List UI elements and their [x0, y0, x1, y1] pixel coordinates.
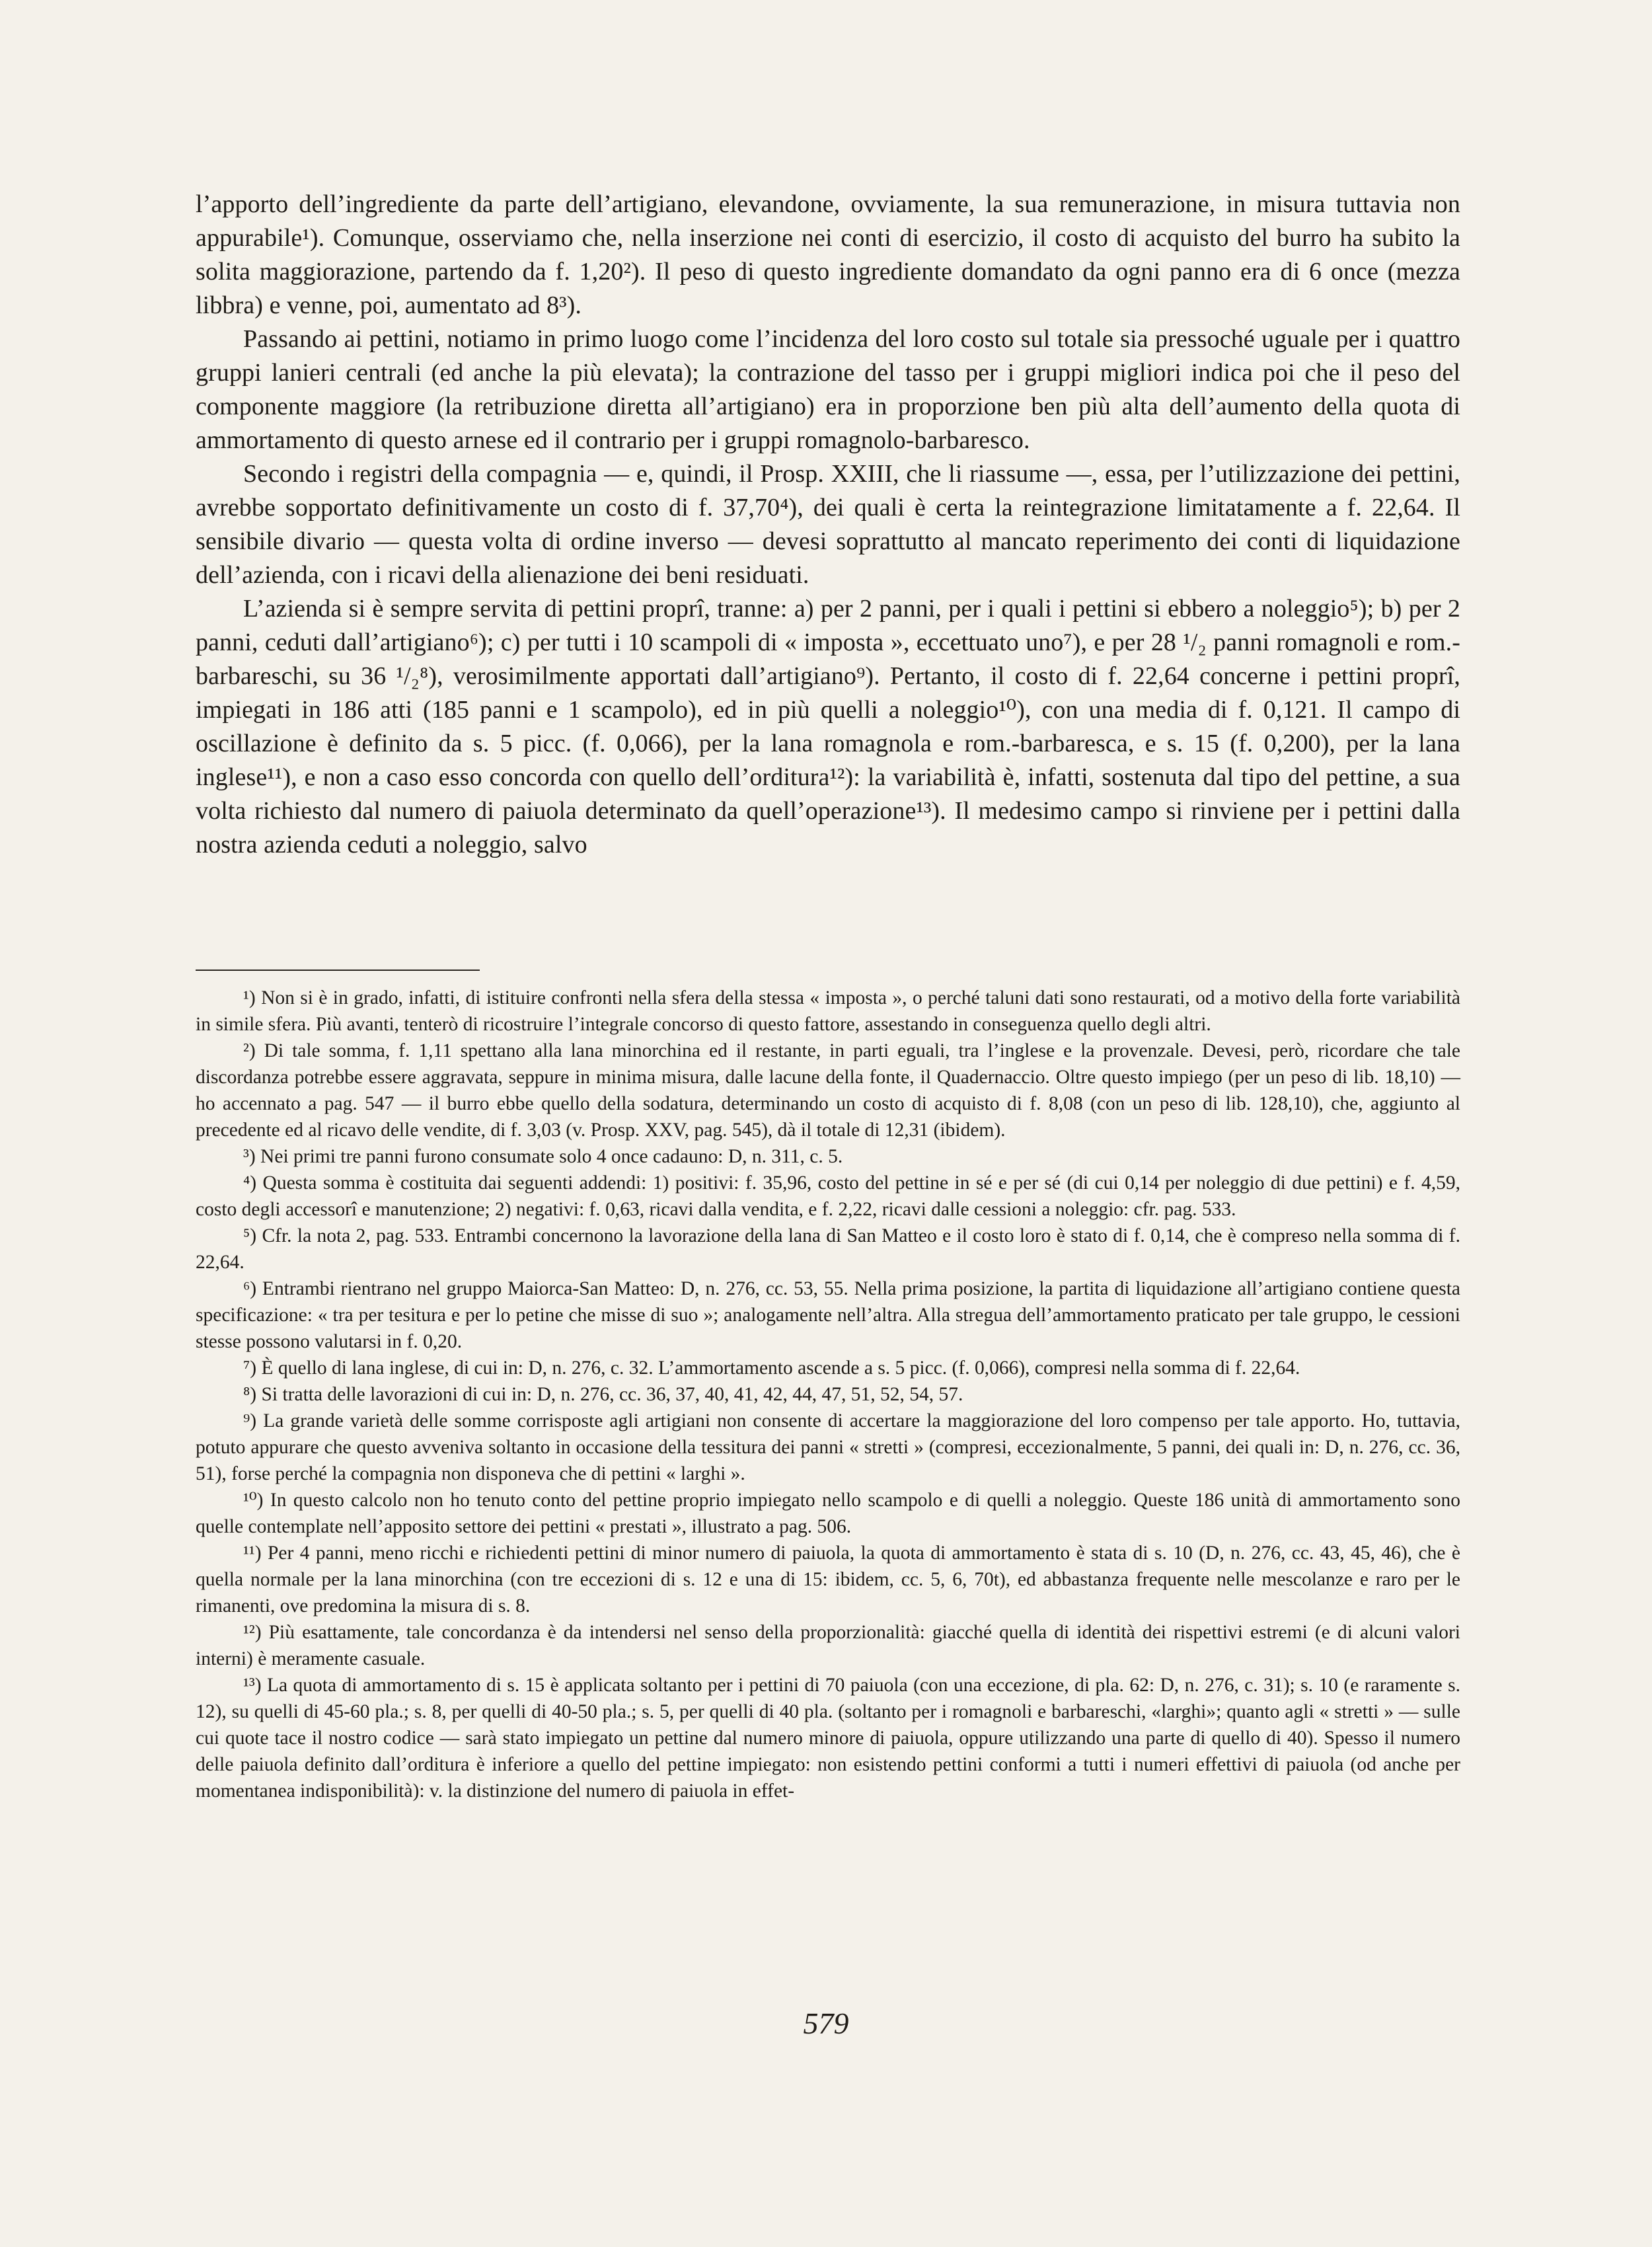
- footnote: ¹³) La quota di ammortamento di s. 15 è applicata soltanto per i pettini di 70 paiuola (con una eccezione, di pla. 62: D, n. 276, c. 31); s. 10 (e raramente s. 12), su quelli di 45-60 pla.; s. 8, per quelli di 40-50 pla.; s. 5, per quelli di 40 pla. (soltanto per i romagnoli e barbareschi, «larghi»; quanto agli « stretti » — sulle cui quote tace il nostro codice — sarà stato impiegato un pettine dal numero minore di paiuola, oppure utilizzando una parte di quello di 40). Spesso il numero delle paiuola definito dall’orditura è inferiore a quello del pettine impiegato: non esistendo pettini conformi a tutti i numeri effettivi di paiuola (od anche per momentanea indisponibilità): v. la distinzione del numero di paiuola in effet-: [196, 1675, 1460, 1802]
- paragraph: l’apporto dell’ingrediente da parte dell’artigiano, elevandone, ovviamente, la sua remunerazione, in misura tuttavia non appurabile¹). Comunque, osserviamo che, nella inserzione nei conti di esercizio, il costo di acquisto del burro ha subito la solita maggiorazione, partendo da f. 1,20²). Il peso di questo ingrediente domandato da ogni panno era di 6 once (mezza libbra) e venne, poi, aumentato ad 8³).: [196, 190, 1460, 319]
- footnote: ²) Di tale somma, f. 1,11 spettano alla lana minorchina ed il restante, in parti eguali, tra l’inglese e la provenzale. Devesi, però, ricordare che tale discordanza potrebbe essere aggravata, seppure in minima misura, dalle lacune della fonte, il Quadernaccio. Oltre questo impiego (per un peso di lib. 18,10) — ho accennato a pag. 547 — il burro ebbe quello della sodatura, determinando un costo di acquisto di f. 8,08 (con un peso di lib. 128,10), che, aggiunto al precedente ed al ricavo delle vendite, di f. 3,03 (v. Prosp. XXV, pag. 545), dà il totale di 12,31 (ibidem).: [196, 1040, 1460, 1141]
- footnote: ¹²) Più esattamente, tale concordanza è da intendersi nel senso della proporzionalità: giacché quella di identità dei rispettivi estremi (e di alcuni valori interni) è meramente casuale.: [196, 1622, 1460, 1669]
- footnote: ⁴) Questa somma è costituita dai seguenti addendi: 1) positivi: f. 35,96, costo del pettine in sé e per sé (di cui 0,14 per noleggio di due pettini) e f. 4,59, costo degli accessorî e manutenzione; 2) negativi: f. 0,63, ricavi dalla vendita, e f. 2,22, ricavi dalle cessioni a noleggio: cfr. pag. 533.: [196, 1172, 1460, 1220]
- footnote: ⁷) È quello di lana inglese, di cui in: D, n. 276, c. 32. L’ammortamento ascende a s. 5 picc. (f. 0,066), compresi nella somma di f. 22,64.: [243, 1357, 1300, 1379]
- footnote: ¹) Non si è in grado, infatti, di istituire confronti nella sfera della stessa « imposta », o perché taluni dati sono restaurati, od a motivo della forte variabilità in simile sfera. Più avanti, tenterò di ricostruire l’integrale concorso di questo fattore, assestando in conseguenza quello degli altri.: [196, 987, 1460, 1035]
- footnote: ³) Nei primi tre panni furono consumate solo 4 once cadauno: D, n. 311, c. 5.: [243, 1146, 843, 1167]
- footnote: ¹¹) Per 4 panni, meno ricchi e richiedenti pettini di minor numero di paiuola, la quota di ammortamento è stata di s. 10 (D, n. 276, cc. 43, 45, 46), che è quella normale per la lana minorchina (con tre eccezioni di s. 12 e una di 15: ibidem, cc. 5, 6, 70t), ed abbastanza frequente nelle mescolanze e raro per le rimanenti, ove predomina la misura di s. 8.: [196, 1542, 1460, 1617]
- footnote: ⁵) Cfr. la nota 2, pag. 533. Entrambi concernono la lavorazione della lana di San Matteo e il costo loro è stato di f. 0,14, che è compreso nella somma di f. 22,64.: [196, 1225, 1460, 1273]
- page-number: 579: [803, 2006, 849, 2040]
- footnote-separator: [196, 970, 480, 971]
- main-text: [196, 188, 1460, 862]
- footnote: ⁸) Si tratta delle lavorazioni di cui in: D, n. 276, cc. 36, 37, 40, 41, 42, 44, 47, 51, 52, 54, 57.: [243, 1384, 963, 1405]
- footnote: ⁶) Entrambi rientrano nel gruppo Maiorca-San Matteo: D, n. 276, cc. 53, 55. Nella prima posizione, la partita di liquidazione all’artigiano contiene questa specificazione: « tra per tesitura e per lo petine che misse di suo »; analogamente nell’altra. Alla stregua dell’ammortamento praticato per tale gruppo, le cessioni stesse possono valutarsi in f. 0,20.: [196, 1278, 1460, 1352]
- paragraph: Passando ai pettini, notiamo in primo luogo come l’incidenza del loro costo sul totale sia pressoché uguale per i quattro gruppi lanieri centrali (ed anche la più elevata); la contrazione del tasso per i gruppi migliori indica poi che il peso del componente maggiore (la retribuzione diretta all’artigiano) era in proporzione ben più alta dell’aumento della quota di ammortamento di questo arnese ed il contrario per i gruppi romagnolo-barbaresco.: [196, 325, 1460, 454]
- footnote: ¹⁰) In questo calcolo non ho tenuto conto del pettine proprio impiegato nello scampolo e di quelli a noleggio. Queste 186 unità di ammortamento sono quelle contemplate nell’apposito settore dei pettini « prestati », illustrato a pag. 506.: [196, 1490, 1460, 1537]
- paragraph: L’azienda si è sempre servita di pettini proprî, tranne: a) per 2 panni, per i quali i pettini si ebbero a noleggio⁵); b) per 2 panni, ceduti dall’artigiano⁶); c) per tutti i 10 scampoli di « imposta », eccettuato uno⁷), e per 28 ¹/₂ panni romagnoli e rom.-barbareschi, su 36 ¹/₂⁸), verosimilmente apportati dall’artigiano⁹). Pertanto, il costo di f. 22,64 concerne i pettini proprî, impiegati in 186 atti (185 panni e 1 scampolo), ed in più quelli a noleggio¹⁰), con una media di f. 0,121. Il campo di oscillazione è definito da s. 5 picc. (f. 0,066), per la lana romagnola e rom.-barbaresca, e s. 15 (f. 0,200), per la lana inglese¹¹), e non a caso esso concorda con quello dell’orditura¹²): la variabilità è, infatti, sostenuta dal tipo del pettine, a sua volta richiesto dal numero di paiuola determinato da quell’operazione¹³). Il medesimo campo si rinviene per i pettini dalla nostra azienda ceduti a noleggio, salvo: [196, 595, 1460, 858]
- footnote: ⁹) La grande varietà delle somme corrisposte agli artigiani non consente di accertare la maggiorazione del loro compenso per tale apporto. Ho, tuttavia, potuto appurare che questo avveniva soltanto in occasione della tessitura dei panni « stretti » (compresi, eccezionalmente, 5 panni, dei quali in: D, n. 276, cc. 36, 51), forse perché la compagnia non disponeva che di pettini « larghi ».: [196, 1410, 1460, 1484]
- paragraph: Secondo i registri della compagnia — e, quindi, il Prosp. XXIII, che li riassume —, essa, per l’utilizzazione dei pettini, avrebbe sopportato definitivamente un costo di f. 37,70⁴), dei quali è certa la reintegrazione limitatamente a f. 22,64. Il sensibile divario — questa volta di ordine inverso — devesi soprattutto al mancato reperimento dei conti di liquidazione dell’azienda, con i ricavi della alienazione dei beni residuati.: [196, 460, 1460, 589]
- footnotes: [196, 985, 1460, 1804]
